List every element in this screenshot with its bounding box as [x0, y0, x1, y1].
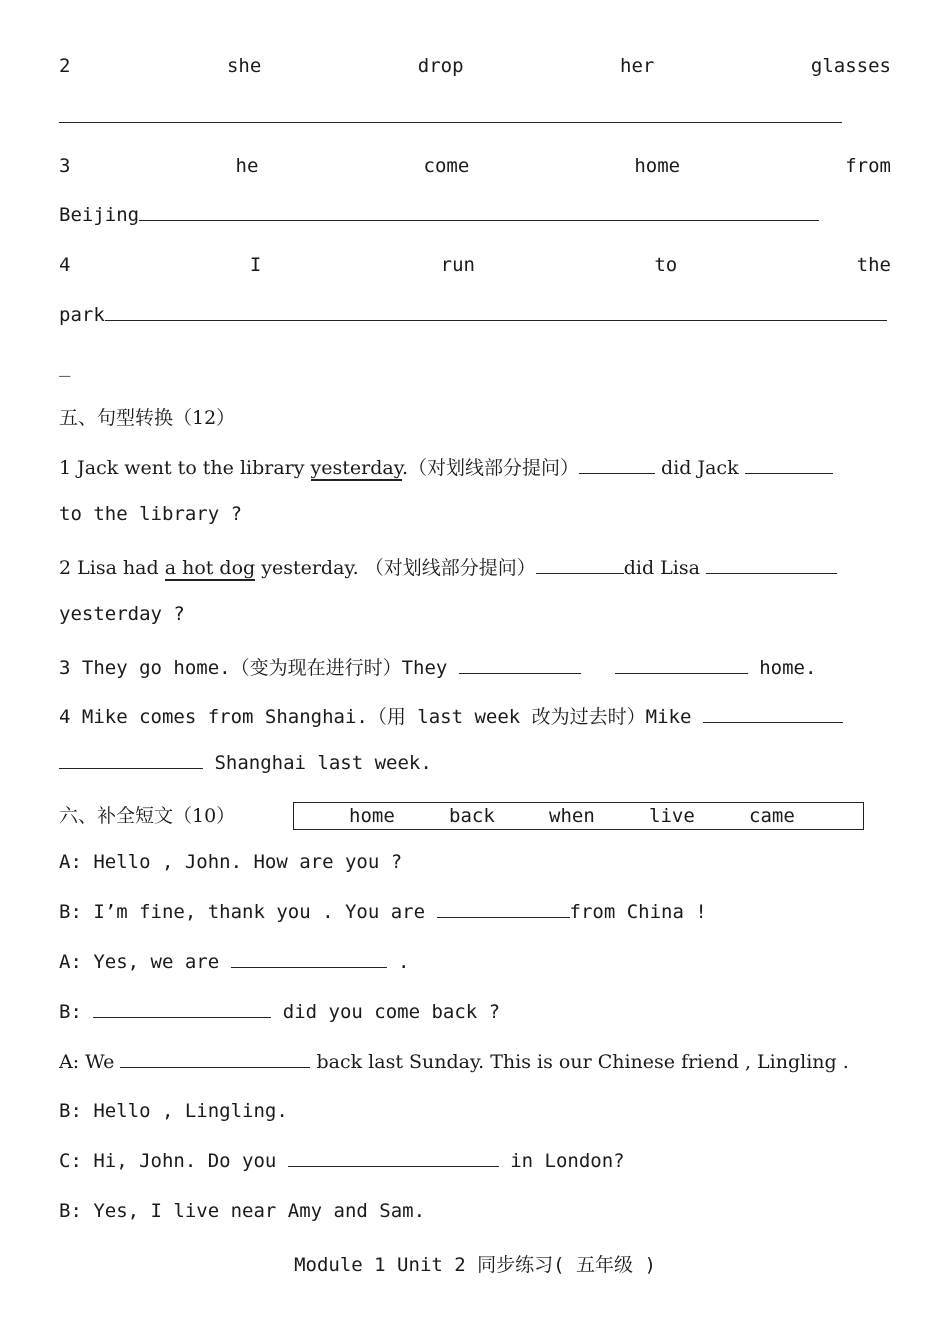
dialogue-line: A: Yes, we are .: [59, 951, 410, 973]
word-bank-item: live: [649, 805, 695, 827]
word-bank-item: came: [749, 805, 795, 827]
exercise-item-3: 3 he come home from: [59, 155, 891, 177]
blank[interactable]: [745, 472, 833, 474]
s5-question-4: 4 Mike comes from Shanghai.（用 last week 改为过去时）Mike: [59, 702, 891, 732]
blank[interactable]: [615, 672, 748, 674]
blank[interactable]: [120, 1066, 310, 1068]
blank[interactable]: [459, 672, 581, 674]
word-bank-item: home: [349, 805, 395, 827]
dialogue-line: B: Yes, I live near Amy and Sam.: [59, 1200, 426, 1222]
blank[interactable]: [579, 472, 655, 474]
blank[interactable]: [288, 1165, 499, 1167]
answer-line-3[interactable]: Beijing: [59, 204, 891, 234]
s5-question-1: 1 Jack went to the library yesterday.（对划线部分提问） did Jack: [59, 453, 891, 483]
answer-line-4[interactable]: park: [59, 304, 891, 334]
blank[interactable]: [59, 767, 203, 769]
blank[interactable]: [536, 572, 624, 574]
s5-question-4-cont: Shanghai last week.: [59, 752, 891, 782]
exercise-item-4: 4 I run to the: [59, 254, 891, 276]
s5-question-2-cont: yesterday ?: [59, 603, 185, 625]
word-bank-item: back: [449, 805, 495, 827]
s5-question-3: 3 They go home.（变为现在进行时）They home.: [59, 657, 817, 679]
blank[interactable]: [437, 916, 570, 918]
blank[interactable]: [231, 966, 387, 968]
section-6-title: 六、补全短文（10）: [59, 805, 236, 827]
dialogue-line: B: I’m fine, thank you . You are from China !: [59, 901, 707, 923]
blank[interactable]: [93, 1016, 271, 1018]
word-bank-item: when: [549, 805, 595, 827]
dialogue-line: B: Hello , Lingling.: [59, 1100, 288, 1122]
s5-question-1-cont: to the library ?: [59, 503, 243, 525]
blank[interactable]: [703, 721, 843, 723]
section-5-title: 五、句型转换（12）: [59, 407, 236, 429]
dialogue-line: A: We back last Sunday. This is our Chinese friend , Lingling .: [59, 1051, 849, 1073]
blank[interactable]: [706, 572, 837, 574]
word-bank: [293, 802, 864, 830]
s5-question-2: 2 Lisa had a hot dog yesterday. （对划线部分提问） did Lisa: [59, 553, 891, 583]
dialogue-line: B: did you come back ?: [59, 1001, 501, 1023]
exercise-item-2: 2 she drop her glasses: [59, 55, 891, 77]
page-footer: Module 1 Unit 2 同步练习( 五年级 ): [294, 1254, 656, 1276]
dialogue-line: A: Hello , John. How are you ?: [59, 851, 403, 873]
trailing-underscore: _: [59, 355, 71, 377]
dialogue-line: C: Hi, John. Do you in London?: [59, 1150, 625, 1172]
answer-line-2[interactable]: [59, 106, 891, 136]
